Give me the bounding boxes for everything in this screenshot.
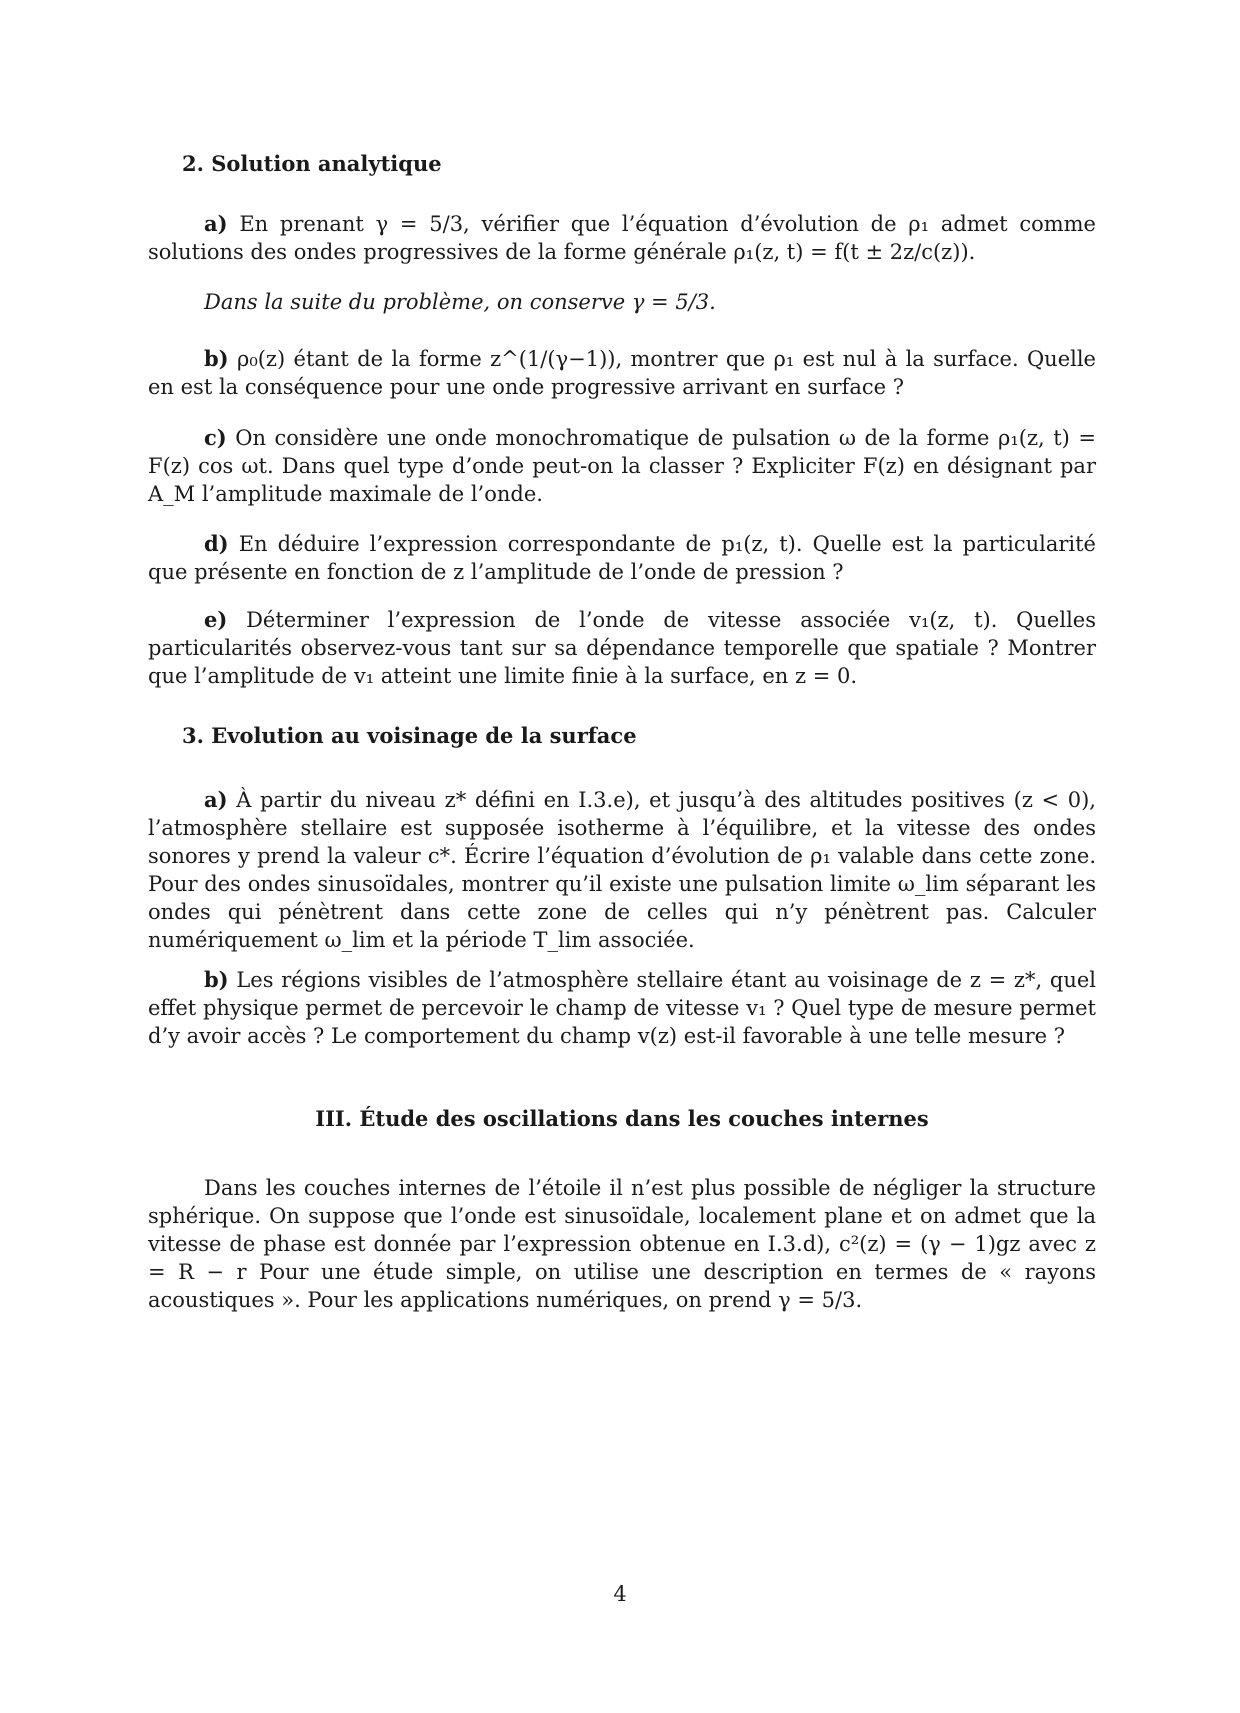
- question-3a: [148, 786, 1096, 954]
- question-text: Déterminer l’expression de l’onde de vitesse associée v₁(z, t). Quelles particularités observez-vous tant sur sa dépendance temporelle que spatiale ? Montrer que l’amplitude de v₁ atteint une limite finie à la surface, en z = 0.: [148, 608, 1096, 688]
- question-label: e): [204, 607, 228, 632]
- question-label: d): [204, 531, 229, 556]
- question-label: c): [204, 425, 227, 450]
- note-gamma: [148, 288, 1096, 316]
- section-2-title-block: [148, 150, 1096, 178]
- question-text: Les régions visibles de l’atmosphère stellaire étant au voisinage de z = z*, quel effet physique permet de percevoir le champ de vitesse v₁ ? Quel type de mesure permet d’y avoir accès ? Le comportement du champ v(z) est-il favorable à une telle mesure ?: [148, 968, 1096, 1048]
- question-text: ρ₀(z) étant de la forme z^(1/(γ−1)), montrer que ρ₁ est nul à la surface. Quelle en est la conséquence pour une onde progressive arrivant en surface ?: [148, 347, 1096, 399]
- question-2e: [148, 606, 1096, 690]
- question-2b: [148, 345, 1096, 401]
- section-3-title: 3. Evolution au voisinage de la surface: [182, 723, 637, 748]
- section-2-title: 2. Solution analytique: [182, 151, 442, 176]
- page-number: 4: [613, 1582, 627, 1606]
- question-label: a): [204, 211, 228, 236]
- question-label: a): [204, 787, 228, 812]
- question-text: On considère une onde monochromatique de pulsation ω de la forme ρ₁(z, t) = F(z) cos ωt. Dans quel type d’onde peut-on la classer ? Expliciter F(z) en désignant par A_M l’amplitude maximale de l’onde.: [148, 426, 1096, 506]
- question-text: En prenant γ = 5/3, vérifier que l’équation d’évolution de ρ₁ admet comme solutions des ondes progressives de la forme générale ρ₁(z, t) = f(t ± 2z/c(z)).: [148, 212, 1096, 264]
- section-3-title-block: [148, 722, 1096, 750]
- part-3-title: III. Étude des oscillations dans les couches internes: [315, 1106, 929, 1131]
- part-3-title-block: [148, 1105, 1096, 1133]
- note-text: Dans la suite du problème, on conserve γ = 5/3.: [204, 290, 716, 314]
- question-2a: [148, 210, 1096, 266]
- question-3b: [148, 966, 1096, 1050]
- part-3-intro: [148, 1174, 1096, 1314]
- question-2c: [148, 424, 1096, 508]
- question-2d: [148, 530, 1096, 586]
- question-label: b): [204, 967, 229, 992]
- question-text: À partir du niveau z* défini en I.3.e), et jusqu’à des altitudes positives (z < 0), l’atmosphère stellaire est supposée isotherme à l’équilibre, et la vitesse des ondes sonores y prend la valeur c*. Écrire l’équation d’évolution de ρ₁ valable dans cette zone. Pour des ondes sinusoïdales, montrer qu’il existe une pulsation limite ω_lim séparant les ondes qui pénètrent dans cette zone de celles qui n’y pénètrent pas. Calculer numériquement ω_lim et la période T_lim associée.: [148, 788, 1096, 952]
- paragraph-text: Dans les couches internes de l’étoile il n’est plus possible de négliger la structure sphérique. On suppose que l’onde est sinusoïdale, localement plane et on admet que la vitesse de phase est donnée par l’expression obtenue en I.3.d), c²(z) = (γ − 1)gz avec z = R − r Pour une étude simple, on utilise une description en termes de « rayons acoustiques ». Pour les applications numériques, on prend γ = 5/3.: [148, 1176, 1096, 1312]
- question-label: b): [204, 346, 229, 371]
- question-text: En déduire l’expression correspondante de p₁(z, t). Quelle est la particularité que présente en fonction de z l’amplitude de l’onde de pression ?: [148, 532, 1096, 584]
